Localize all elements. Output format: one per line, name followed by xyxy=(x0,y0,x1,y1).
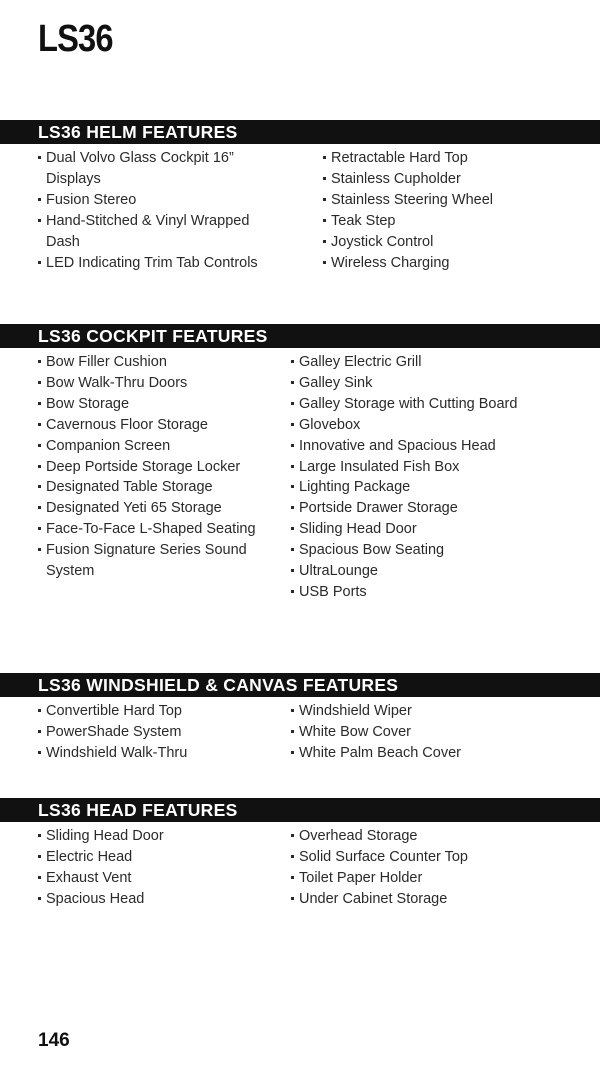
feature-list-left xyxy=(38,701,278,764)
section-model: LS36 xyxy=(38,326,82,346)
feature-list-right xyxy=(323,148,563,273)
feature-list-left xyxy=(38,826,278,910)
section-title: HELM FEATURES xyxy=(86,122,238,142)
feature-item: Glovebox xyxy=(291,415,531,436)
feature-item: Galley Storage with Cutting Board xyxy=(291,394,531,415)
section-model: LS36 xyxy=(38,122,82,142)
page-number: 146 xyxy=(38,1030,70,1051)
feature-list-left xyxy=(38,352,278,582)
feature-list-left xyxy=(38,148,278,273)
feature-item: UltraLounge xyxy=(291,561,531,582)
feature-item: Companion Screen xyxy=(38,436,278,457)
section-header xyxy=(0,798,600,822)
feature-item: Bow Filler Cushion xyxy=(38,352,278,373)
feature-item: Deep Portside Storage Locker xyxy=(38,457,278,478)
feature-item: PowerShade System xyxy=(38,722,278,743)
feature-item: Windshield Wiper xyxy=(291,701,531,722)
feature-item: Wireless Charging xyxy=(323,253,563,274)
feature-item: Bow Walk-Thru Doors xyxy=(38,373,278,394)
section-title: WINDSHIELD & CANVAS FEATURES xyxy=(86,675,399,695)
feature-list-right xyxy=(291,352,531,603)
section-header xyxy=(0,324,600,348)
feature-item: Fusion Stereo xyxy=(38,190,278,211)
feature-item: Toilet Paper Holder xyxy=(291,868,531,889)
feature-item: Galley Electric Grill xyxy=(291,352,531,373)
feature-item: White Bow Cover xyxy=(291,722,531,743)
feature-item: Sliding Head Door xyxy=(38,826,278,847)
feature-item: Portside Drawer Storage xyxy=(291,498,531,519)
head-features-section xyxy=(0,798,600,907)
section-header xyxy=(0,120,600,144)
feature-item: Fusion Signature Series Sound System xyxy=(38,540,278,582)
feature-item: Windshield Walk-Thru xyxy=(38,743,278,764)
feature-item: Face-To-Face L-Shaped Seating xyxy=(38,519,278,540)
section-title: COCKPIT FEATURES xyxy=(86,326,268,346)
feature-item: Overhead Storage xyxy=(291,826,531,847)
feature-list-right xyxy=(291,826,531,910)
section-header xyxy=(0,673,600,697)
section-model: LS36 xyxy=(38,800,82,820)
feature-item: Convertible Hard Top xyxy=(38,701,278,722)
helm-features-section xyxy=(0,120,600,271)
feature-item: USB Ports xyxy=(291,582,531,603)
feature-item: Sliding Head Door xyxy=(291,519,531,540)
feature-item: Joystick Control xyxy=(323,232,563,253)
feature-item: Spacious Head xyxy=(38,889,278,910)
feature-item: Teak Step xyxy=(323,211,563,232)
feature-item: Designated Table Storage xyxy=(38,477,278,498)
feature-item: Electric Head xyxy=(38,847,278,868)
feature-item: LED Indicating Trim Tab Controls xyxy=(38,253,278,274)
feature-item: Stainless Cupholder xyxy=(323,169,563,190)
windshield-canvas-features-section xyxy=(0,673,600,761)
feature-item: Hand-Stitched & Vinyl Wrapped Dash xyxy=(38,211,278,253)
feature-item: Under Cabinet Storage xyxy=(291,889,531,910)
feature-item: Solid Surface Counter Top xyxy=(291,847,531,868)
section-title: HEAD FEATURES xyxy=(86,800,238,820)
feature-item: Dual Volvo Glass Cockpit 16” Displays xyxy=(38,148,278,190)
feature-list-right xyxy=(291,701,531,764)
feature-item: Cavernous Floor Storage xyxy=(38,415,278,436)
feature-item: Bow Storage xyxy=(38,394,278,415)
feature-item: Galley Sink xyxy=(291,373,531,394)
feature-item: Designated Yeti 65 Storage xyxy=(38,498,278,519)
page-title: LS36 xyxy=(38,18,113,60)
feature-item: Spacious Bow Seating xyxy=(291,540,531,561)
feature-item: Stainless Steering Wheel xyxy=(323,190,563,211)
feature-item: Lighting Package xyxy=(291,477,531,498)
feature-item: Retractable Hard Top xyxy=(323,148,563,169)
feature-item: Innovative and Spacious Head xyxy=(291,436,531,457)
section-model: LS36 xyxy=(38,675,82,695)
feature-item: Large Insulated Fish Box xyxy=(291,457,531,478)
feature-item: Exhaust Vent xyxy=(38,868,278,889)
cockpit-features-section xyxy=(0,324,600,600)
feature-item: White Palm Beach Cover xyxy=(291,743,531,764)
